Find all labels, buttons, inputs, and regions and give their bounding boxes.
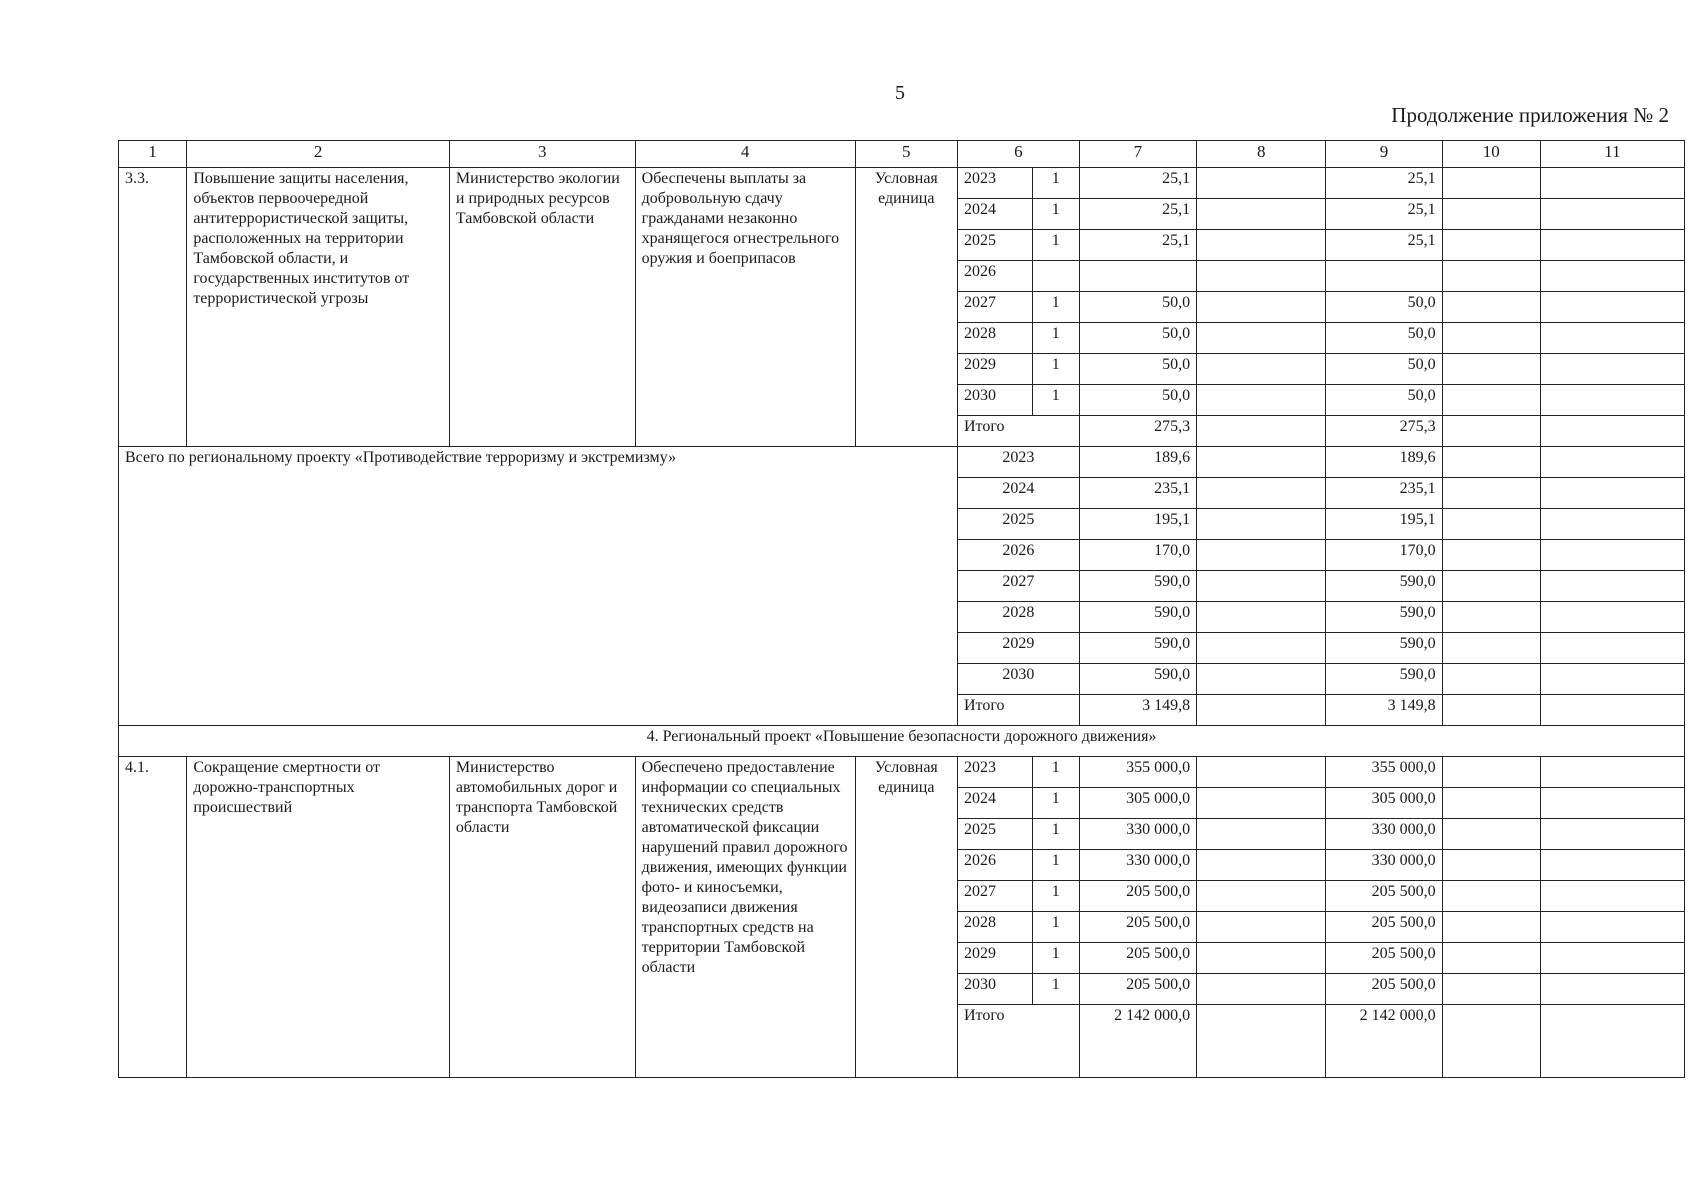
total-col7: 2 142 000,0: [1079, 1005, 1196, 1078]
measure-3-3-name: Повышение защиты населения, объектов первоочередной антитеррористической защиты, расположенных на территории Тамбовской области, и государственных институтов от террористической угрозы: [187, 168, 450, 447]
amount-col10: [1442, 230, 1540, 261]
amount-col9: 330 000,0: [1326, 819, 1442, 850]
amount-col10: [1442, 664, 1540, 695]
amount-col10: [1442, 633, 1540, 664]
quantity-cell: 1: [1032, 881, 1079, 912]
amount-col11: [1540, 292, 1684, 323]
amount-col9: 25,1: [1326, 168, 1442, 199]
amount-col10: [1442, 323, 1540, 354]
measure-3-3-row: [119, 168, 1685, 199]
amount-col8: [1197, 230, 1326, 261]
year-cell: 2023: [958, 168, 1033, 199]
amount-col7: 205 500,0: [1079, 974, 1196, 1005]
amount-col8: [1197, 788, 1326, 819]
amount-col9: 330 000,0: [1326, 850, 1442, 881]
amount-col11: [1540, 974, 1684, 1005]
amount-col8: [1197, 292, 1326, 323]
amount-col7: 590,0: [1079, 602, 1196, 633]
amount-col10: [1442, 385, 1540, 416]
amount-col10: [1442, 478, 1540, 509]
amount-col9: 50,0: [1326, 292, 1442, 323]
amount-col7: 25,1: [1079, 230, 1196, 261]
amount-col7: 235,1: [1079, 478, 1196, 509]
amount-col10: [1442, 912, 1540, 943]
year-cell: 2025: [958, 230, 1033, 261]
total-col8: [1197, 695, 1326, 726]
quantity-cell: 1: [1032, 819, 1079, 850]
amount-col8: [1197, 602, 1326, 633]
amount-col9: 205 500,0: [1326, 881, 1442, 912]
quantity-cell: 1: [1032, 292, 1079, 323]
amount-col9: 355 000,0: [1326, 757, 1442, 788]
appendix-continuation-label: Продолжение приложения № 2: [1391, 103, 1669, 127]
amount-col9: 170,0: [1326, 540, 1442, 571]
quantity-cell: 1: [1032, 757, 1079, 788]
header-col-7: 7: [1079, 141, 1196, 168]
amount-col9: 50,0: [1326, 323, 1442, 354]
amount-col7: 205 500,0: [1079, 881, 1196, 912]
amount-col7: 205 500,0: [1079, 943, 1196, 974]
measure-4-1-number: 4.1.: [119, 757, 187, 1078]
amount-col11: [1540, 602, 1684, 633]
year-cell: 2029: [958, 633, 1080, 664]
amount-col11: [1540, 757, 1684, 788]
total-col7: 275,3: [1079, 416, 1196, 447]
header-col-4: 4: [635, 141, 855, 168]
amount-col8: [1197, 974, 1326, 1005]
amount-col10: [1442, 509, 1540, 540]
amount-col9: 195,1: [1326, 509, 1442, 540]
measure-3-3-number: 3.3.: [119, 168, 187, 447]
amount-col8: [1197, 478, 1326, 509]
amount-col10: [1442, 168, 1540, 199]
total-col11: [1540, 1005, 1684, 1078]
amount-col8: [1197, 943, 1326, 974]
header-col-11: 11: [1540, 141, 1684, 168]
amount-col11: [1540, 323, 1684, 354]
amount-col11: [1540, 385, 1684, 416]
table-body: [119, 141, 1685, 1078]
amount-col11: [1540, 912, 1684, 943]
year-cell: 2027: [958, 881, 1033, 912]
amount-col8: [1197, 757, 1326, 788]
amount-col9: 205 500,0: [1326, 912, 1442, 943]
amount-col8: [1197, 323, 1326, 354]
year-cell: 2028: [958, 602, 1080, 633]
amount-col7: [1079, 261, 1196, 292]
amount-col11: [1540, 509, 1684, 540]
section-4-row: [119, 726, 1685, 757]
measure-3-3-unit: Условная единица: [855, 168, 957, 447]
amount-col10: [1442, 540, 1540, 571]
amount-col7: 25,1: [1079, 199, 1196, 230]
year-cell: 2027: [958, 292, 1033, 323]
quantity-cell: 1: [1032, 323, 1079, 354]
header-row: [119, 141, 1685, 168]
amount-col7: 50,0: [1079, 292, 1196, 323]
project-total-row: [119, 447, 1685, 478]
amount-col8: [1197, 819, 1326, 850]
amount-col11: [1540, 199, 1684, 230]
amount-col9: 590,0: [1326, 633, 1442, 664]
year-cell: 2025: [958, 509, 1080, 540]
amount-col9: 590,0: [1326, 602, 1442, 633]
header-col-10: 10: [1442, 141, 1540, 168]
amount-col11: [1540, 571, 1684, 602]
amount-col7: 355 000,0: [1079, 757, 1196, 788]
year-cell: 2028: [958, 323, 1033, 354]
year-cell: 2029: [958, 943, 1033, 974]
amount-col8: [1197, 447, 1326, 478]
amount-col8: [1197, 633, 1326, 664]
amount-col8: [1197, 912, 1326, 943]
amount-col7: 590,0: [1079, 571, 1196, 602]
year-cell: 2024: [958, 788, 1033, 819]
amount-col8: [1197, 509, 1326, 540]
amount-col9: [1326, 261, 1442, 292]
year-cell: 2024: [958, 478, 1080, 509]
appendix-table: [118, 140, 1685, 1078]
measure-4-1-executor: Министерство автомобильных дорог и транспорта Тамбовской области: [449, 757, 635, 1078]
header-col-8: 8: [1197, 141, 1326, 168]
amount-col10: [1442, 199, 1540, 230]
total-col10: [1442, 416, 1540, 447]
quantity-cell: 1: [1032, 850, 1079, 881]
amount-col11: [1540, 230, 1684, 261]
amount-col10: [1442, 447, 1540, 478]
year-cell: 2025: [958, 819, 1033, 850]
year-cell: 2026: [958, 540, 1080, 571]
amount-col10: [1442, 757, 1540, 788]
section-4-title: 4. Региональный проект «Повышение безопасности дорожного движения»: [119, 726, 1685, 757]
amount-col9: 590,0: [1326, 571, 1442, 602]
header-col-3: 3: [449, 141, 635, 168]
page-number: 5: [895, 82, 905, 104]
amount-col10: [1442, 261, 1540, 292]
amount-col9: 50,0: [1326, 354, 1442, 385]
header-col-1: 1: [119, 141, 187, 168]
amount-col9: 205 500,0: [1326, 943, 1442, 974]
year-cell: 2028: [958, 912, 1033, 943]
amount-col7: 590,0: [1079, 633, 1196, 664]
measure-4-1-unit: Условная единица: [855, 757, 957, 1078]
amount-col11: [1540, 850, 1684, 881]
amount-col7: 170,0: [1079, 540, 1196, 571]
amount-col11: [1540, 168, 1684, 199]
total-col8: [1197, 416, 1326, 447]
amount-col8: [1197, 385, 1326, 416]
amount-col7: 330 000,0: [1079, 850, 1196, 881]
amount-col8: [1197, 354, 1326, 385]
amount-col11: [1540, 540, 1684, 571]
year-cell: 2023: [958, 447, 1080, 478]
amount-col11: [1540, 664, 1684, 695]
amount-col7: 50,0: [1079, 385, 1196, 416]
year-cell: 2030: [958, 385, 1033, 416]
year-cell: 2026: [958, 850, 1033, 881]
quantity-cell: 1: [1032, 788, 1079, 819]
amount-col9: 305 000,0: [1326, 788, 1442, 819]
measure-4-1-name: Сокращение смертности от дорожно-транспортных происшествий: [187, 757, 450, 1078]
total-col11: [1540, 416, 1684, 447]
amount-col7: 330 000,0: [1079, 819, 1196, 850]
amount-col8: [1197, 664, 1326, 695]
amount-col11: [1540, 447, 1684, 478]
header-col-9: 9: [1326, 141, 1442, 168]
amount-col10: [1442, 292, 1540, 323]
amount-col7: 195,1: [1079, 509, 1196, 540]
amount-col10: [1442, 354, 1540, 385]
year-cell: 2029: [958, 354, 1033, 385]
total-label: Итого: [958, 1005, 1080, 1078]
amount-col7: 50,0: [1079, 354, 1196, 385]
amount-col7: 25,1: [1079, 168, 1196, 199]
year-cell: 2030: [958, 664, 1080, 695]
amount-col10: [1442, 571, 1540, 602]
amount-col7: 189,6: [1079, 447, 1196, 478]
quantity-cell: 1: [1032, 385, 1079, 416]
total-col10: [1442, 1005, 1540, 1078]
amount-col8: [1197, 540, 1326, 571]
quantity-cell: 1: [1032, 199, 1079, 230]
amount-col9: 25,1: [1326, 199, 1442, 230]
amount-col11: [1540, 943, 1684, 974]
amount-col8: [1197, 168, 1326, 199]
total-col7: 3 149,8: [1079, 695, 1196, 726]
amount-col9: 25,1: [1326, 230, 1442, 261]
amount-col11: [1540, 633, 1684, 664]
year-cell: 2027: [958, 571, 1080, 602]
amount-col10: [1442, 943, 1540, 974]
amount-col11: [1540, 819, 1684, 850]
quantity-cell: 1: [1032, 943, 1079, 974]
quantity-cell: 1: [1032, 354, 1079, 385]
amount-col7: 205 500,0: [1079, 912, 1196, 943]
amount-col8: [1197, 261, 1326, 292]
quantity-cell: 1: [1032, 230, 1079, 261]
amount-col11: [1540, 881, 1684, 912]
amount-col9: 189,6: [1326, 447, 1442, 478]
quantity-cell: 1: [1032, 974, 1079, 1005]
amount-col11: [1540, 478, 1684, 509]
quantity-cell: 1: [1032, 168, 1079, 199]
amount-col10: [1442, 850, 1540, 881]
total-col9: 3 149,8: [1326, 695, 1442, 726]
total-label: Итого: [958, 416, 1080, 447]
year-cell: 2023: [958, 757, 1033, 788]
measure-3-3-result: Обеспечены выплаты за добровольную сдачу гражданами незаконно хранящегося огнестрельного оружия и боеприпасов: [635, 168, 855, 447]
total-col9: 275,3: [1326, 416, 1442, 447]
amount-col7: 305 000,0: [1079, 788, 1196, 819]
amount-col10: [1442, 602, 1540, 633]
header-col-6: 6: [958, 141, 1080, 168]
amount-col8: [1197, 850, 1326, 881]
project-total-label: Всего по региональному проекту «Противодействие терроризму и экстремизму»: [119, 447, 958, 726]
header-col-5: 5: [855, 141, 957, 168]
amount-col8: [1197, 199, 1326, 230]
amount-col9: 205 500,0: [1326, 974, 1442, 1005]
amount-col10: [1442, 819, 1540, 850]
amount-col9: 50,0: [1326, 385, 1442, 416]
header-col-2: 2: [187, 141, 450, 168]
measure-4-1-row: [119, 757, 1685, 788]
total-col8: [1197, 1005, 1326, 1078]
amount-col8: [1197, 881, 1326, 912]
amount-col7: 590,0: [1079, 664, 1196, 695]
amount-col11: [1540, 354, 1684, 385]
year-cell: 2026: [958, 261, 1033, 292]
total-col10: [1442, 695, 1540, 726]
total-col11: [1540, 695, 1684, 726]
amount-col9: 235,1: [1326, 478, 1442, 509]
amount-col10: [1442, 881, 1540, 912]
amount-col8: [1197, 571, 1326, 602]
year-cell: 2030: [958, 974, 1033, 1005]
amount-col9: 590,0: [1326, 664, 1442, 695]
year-cell: 2024: [958, 199, 1033, 230]
amount-col11: [1540, 788, 1684, 819]
measure-4-1-result: Обеспечено предоставление информации со специальных технических средств автоматической фиксации нарушений правил дорожного движения, имеющих функции фото- и киносъемки, видеозаписи движения транспортных средств на территории Тамбовской области: [635, 757, 855, 1078]
measure-3-3-executor: Министерство экологии и природных ресурсов Тамбовской области: [449, 168, 635, 447]
total-label: Итого: [958, 695, 1080, 726]
amount-col10: [1442, 974, 1540, 1005]
amount-col11: [1540, 261, 1684, 292]
quantity-cell: 1: [1032, 912, 1079, 943]
total-col9: 2 142 000,0: [1326, 1005, 1442, 1078]
amount-col7: 50,0: [1079, 323, 1196, 354]
quantity-cell: [1032, 261, 1079, 292]
amount-col10: [1442, 788, 1540, 819]
